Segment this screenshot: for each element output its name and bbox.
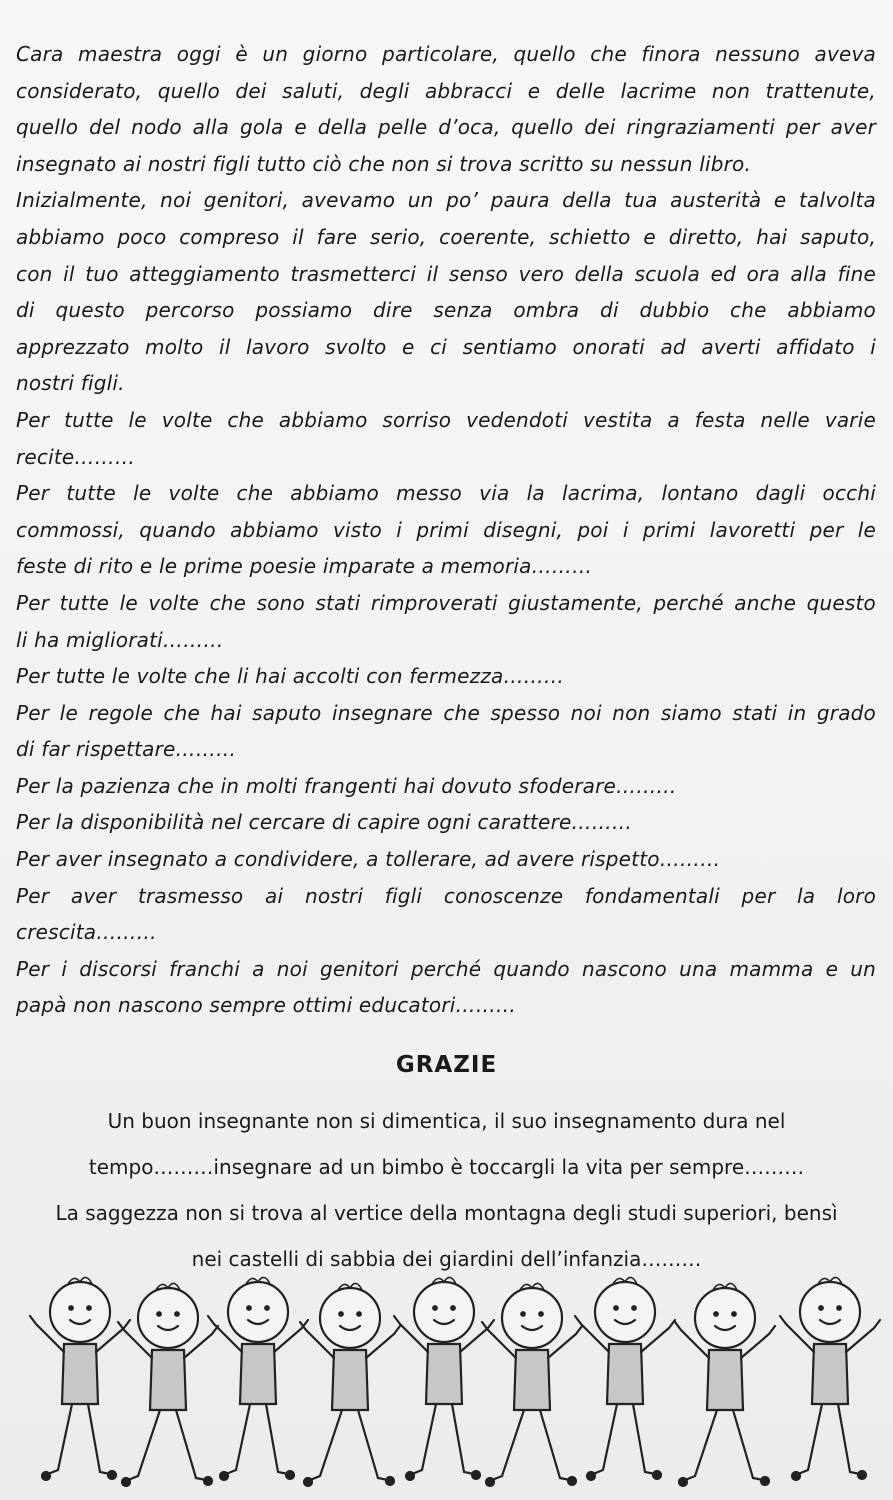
child-figure [675,1283,775,1486]
letter-body [16,36,876,1024]
body-line: Per aver trasmesso ai nostri figli conoscenze fondamentali per la loro [16,883,876,908]
body-line: di far rispettare……… [16,737,237,762]
body-line: Cara maestra oggi è un giorno particolare, quello che finora nessuno aveva [16,42,876,66]
body-line: considerato, quello dei saluti, degli abbracci e delle lacrime non trattenute, [16,78,876,103]
body-line: Per la pazienza che in molti frangenti hai dovuto sfoderare……… [16,773,677,798]
body-line: Inizialmente, noi genitori, avevamo un po’ paura della tua austerità e talvolta [16,188,876,213]
closing-line: nei castelli di sabbia dei giardini dell’infanzia……… [191,1247,702,1271]
closing-line: La saggezza non si trova al vertice della montagna degli studi superiori, bensì [55,1201,838,1225]
body-line: apprezzato molto il lavoro svolto e ci sentiamo onorati ad averti affidato i [16,334,876,359]
child-figure [575,1277,675,1480]
body-line: di questo percorso possiamo dire senza ombra di dubbio che abbiamo [16,298,876,323]
body-line: Per tutte le volte che abbiamo messo via la lacrima, lontano dagli occhi [16,481,876,506]
body-line: insegnato ai nostri figli tutto ciò che non si trova scritto su nessun libro. [16,151,752,176]
child-figure [394,1277,494,1480]
body-line: nostri figli. [16,371,125,396]
child-figure [482,1283,582,1486]
body-line: con il tuo atteggiamento trasmetterci il senso vero della scuola ed ora alla fine [16,261,876,286]
body-line: papà non nascono sempre ottimi educatori……… [16,993,517,1018]
body-line: Per la disponibilità nel cercare di capire ogni carattere……… [16,810,633,835]
body-line: Per tutte le volte che li hai accolti con fermezza……… [16,664,565,689]
closing-quote [0,1098,893,1282]
body-line: li ha migliorati……… [16,627,224,652]
closing-line: tempo………insegnare ad un bimbo è toccargli la vita per sempre……… [88,1155,805,1179]
closing-line: Un buon insegnante non si dimentica, il suo insegnamento dura nel [107,1109,786,1133]
body-line: feste di rito e le prime poesie imparate a memoria……… [16,554,593,579]
child-figure [118,1283,218,1486]
child-figure [30,1277,130,1480]
body-line: Per i discorsi franchi a noi genitori perché quando nascono una mamma e un [16,956,876,981]
letter-title: GRAZIE [395,1052,498,1078]
body-line: quello del nodo alla gola e della pelle d’oca, quello dei ringraziamenti per aver [16,115,876,140]
body-line: Per tutte le volte che abbiamo sorriso vedendoti vestita a festa nelle varie [16,407,876,432]
children-illustration [0,1262,893,1500]
body-line: recite……… [16,444,136,469]
child-figure [300,1283,400,1486]
body-line: abbiamo poco compreso il fare serio, coerente, schietto e diretto, hai saputo, [16,224,876,249]
body-line: Per aver insegnato a condividere, a tollerare, ad avere rispetto……… [16,847,721,872]
body-line: Per tutte le volte che sono stati rimproverati giustamente, perché anche questo [16,590,876,615]
body-line: Per le regole che hai saputo insegnare che spesso noi non siamo stati in grado [16,700,876,725]
body-line: commossi, quando abbiamo visto i primi disegni, poi i primi lavoretti per le [16,517,876,542]
child-figure [780,1277,880,1480]
child-figure [208,1277,308,1480]
body-line: crescita……… [16,920,157,945]
